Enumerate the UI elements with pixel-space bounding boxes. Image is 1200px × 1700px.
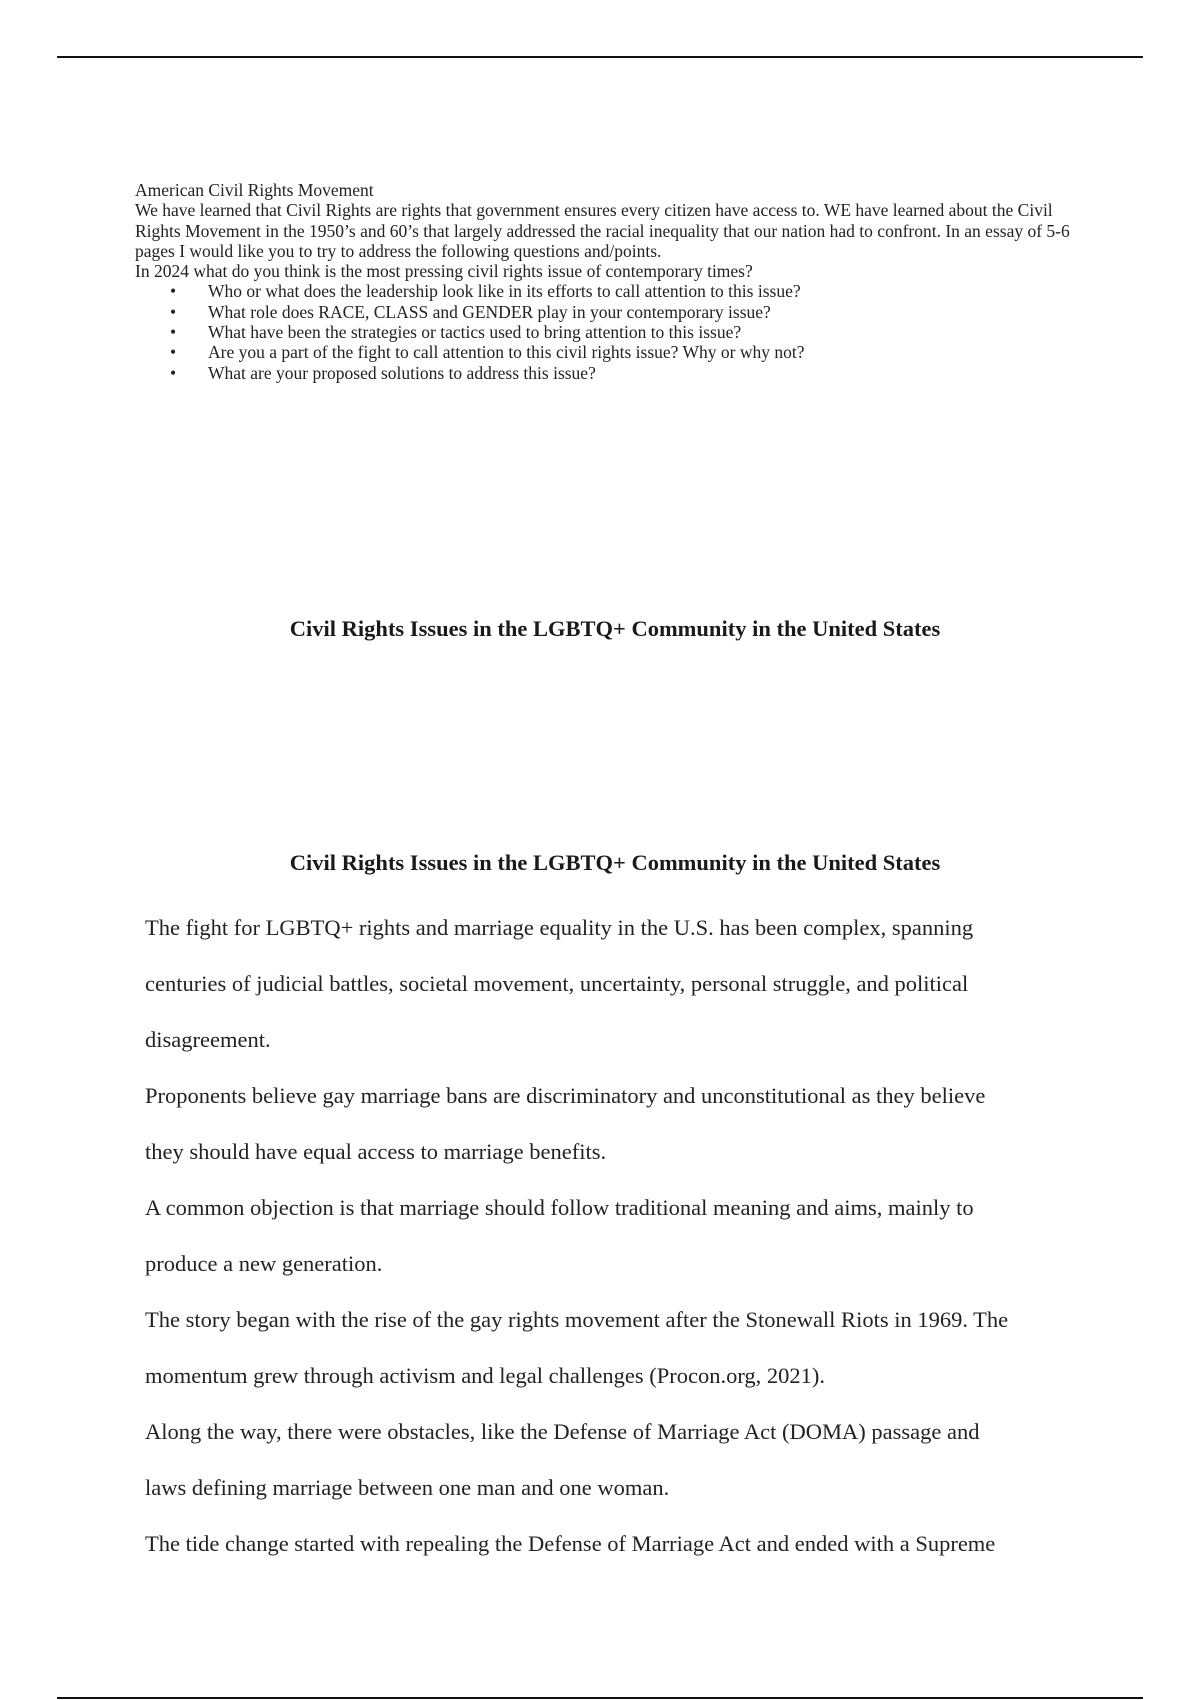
essay-line: laws defining marriage between one man and one woman.: [145, 1475, 670, 1500]
essay-line: Along the way, there were obstacles, like the Defense of Marriage Act (DOMA) passage and: [145, 1419, 980, 1444]
list-item-text: What have been the strategies or tactics used to bring attention to this issue?: [208, 322, 742, 343]
list-item: [135, 342, 1095, 362]
prompt-question: In 2024 what do you think is the most pressing civil rights issue of contemporary times?: [135, 261, 753, 282]
prompt-bullet-list: [135, 281, 1095, 382]
essay-line: The fight for LGBTQ+ rights and marriage equality in the U.S. has been complex, spanning: [145, 915, 974, 940]
essay-line: centuries of judicial battles, societal movement, uncertainty, personal struggle, and political: [145, 971, 969, 996]
essay-line: Proponents believe gay marriage bans are discriminatory and unconstitutional as they believe: [145, 1083, 986, 1108]
bullet-icon: •: [170, 322, 177, 343]
list-item: [135, 363, 1095, 383]
bullet-icon: •: [170, 362, 177, 383]
bullet-icon: •: [170, 342, 177, 363]
assignment-prompt: [135, 180, 1095, 383]
essay-line: they should have equal access to marriage benefits.: [145, 1139, 607, 1164]
list-item: [135, 281, 1095, 301]
essay-heading: Civil Rights Issues in the LGBTQ+ Community in the United States: [289, 850, 941, 875]
page-top-rule: [57, 56, 1143, 58]
list-item-text: Who or what does the leadership look like in its efforts to call attention to this issue?: [208, 281, 801, 302]
essay-line: The story began with the rise of the gay rights movement after the Stonewall Riots in 1969. The: [145, 1307, 1009, 1332]
essay-line: momentum grew through activism and legal challenges (Procon.org, 2021).: [145, 1363, 826, 1388]
essay-body: [145, 900, 1105, 1572]
essay-line: disagreement.: [145, 1027, 271, 1052]
prompt-intro: We have learned that Civil Rights are rights that government ensures every citizen have access to. WE have learned about the Civil Rights Movement in the 1950’s and 60’s that largely addressed the racial inequality that our nation had to confront. In an essay of 5-6 pages I would like you to try to address the following questions and/points.: [135, 200, 1070, 261]
essay-line: A common objection is that marriage should follow traditional meaning and aims, mainly to: [145, 1195, 974, 1220]
list-item-text: What role does RACE, CLASS and GENDER play in your contemporary issue?: [208, 301, 771, 322]
essay-line: produce a new generation.: [145, 1251, 383, 1276]
title-page-heading: Civil Rights Issues in the LGBTQ+ Community in the United States: [289, 616, 941, 641]
list-item-text: Are you a part of the fight to call attention to this civil rights issue? Why or why not?: [208, 342, 805, 363]
list-item: [135, 302, 1095, 322]
page-bottom-rule: [57, 1697, 1143, 1699]
list-item: [135, 322, 1095, 342]
essay-line: The tide change started with repealing the Defense of Marriage Act and ended with a Supreme: [145, 1531, 996, 1556]
bullet-icon: •: [170, 281, 177, 302]
list-item-text: What are your proposed solutions to address this issue?: [208, 362, 596, 383]
prompt-title: American Civil Rights Movement: [135, 180, 374, 200]
bullet-icon: •: [170, 301, 177, 322]
